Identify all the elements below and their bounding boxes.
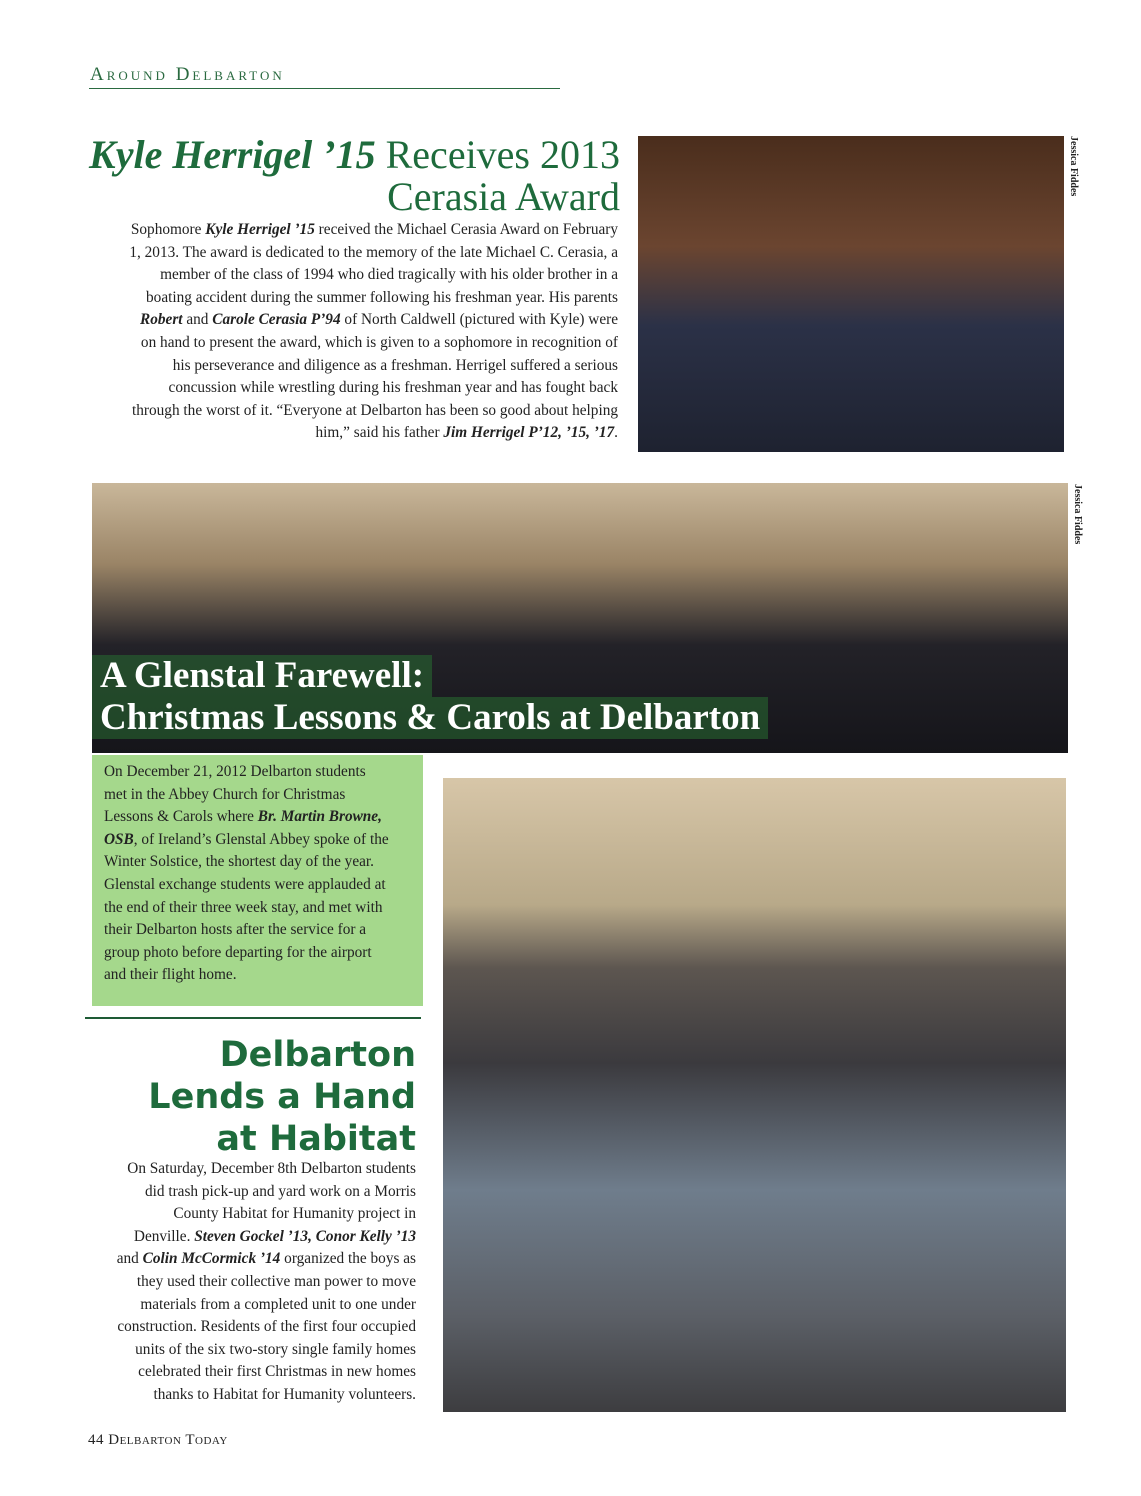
- text-line: [80, 1316, 416, 1339]
- text-segment: the end of their three week stay, and met with: [104, 898, 383, 916]
- article3-body: [80, 1158, 416, 1407]
- text-line: [80, 1339, 416, 1362]
- text-line: [80, 400, 618, 423]
- text-segment: concussion while wrestling during his freshman year and has fought back: [168, 379, 618, 397]
- article2-body: [104, 761, 389, 987]
- text-line: [80, 287, 618, 310]
- article2-title: [92, 655, 768, 739]
- text-segment: materials from a completed unit to one under: [140, 1295, 416, 1313]
- page-footer: [88, 1432, 228, 1449]
- title-line1: A Glenstal Farewell:: [92, 655, 432, 697]
- text-line: [104, 942, 389, 965]
- emphasis-name: OSB: [104, 830, 134, 848]
- emphasis-name: Robert: [140, 311, 183, 329]
- habitat-group-photo: [443, 778, 1066, 1412]
- text-segment: thanks to Habitat for Humanity volunteers.: [153, 1385, 416, 1403]
- text-line: [104, 806, 389, 829]
- emphasis-name: Colin McCormick ’14: [142, 1250, 281, 1268]
- text-line: [104, 829, 389, 852]
- text-segment: County Habitat for Humanity project in: [173, 1205, 416, 1223]
- text-segment: they used their collective man power to move: [136, 1272, 416, 1290]
- text-segment: and: [182, 311, 213, 329]
- text-line: [80, 1226, 416, 1249]
- text-line: [104, 851, 389, 874]
- text-segment: received the Michael Cerasia Award on February: [314, 221, 618, 238]
- text-segment: their Delbarton hosts after the service for a: [104, 921, 367, 939]
- title-line: Lends a Hand: [148, 1077, 416, 1117]
- article3-rule: [85, 1017, 421, 1019]
- text-segment: Glenstal exchange students were applauded at: [104, 875, 386, 893]
- section-header: Around Delbarton: [90, 64, 285, 85]
- title-line: at Habitat: [216, 1119, 416, 1159]
- text-segment: Denville.: [133, 1227, 195, 1245]
- text-line: [80, 309, 618, 332]
- text-line: [80, 1203, 416, 1226]
- title-line2: Cerasia Award: [387, 174, 620, 219]
- article3-title: [60, 1034, 416, 1160]
- emphasis-name: Steven Gockel ’13, Conor Kelly ’13: [194, 1227, 416, 1245]
- text-segment: met in the Abbey Church for Christmas: [104, 785, 346, 803]
- text-line: [104, 964, 389, 987]
- photo-credit: Jessica Fiddes: [1072, 484, 1083, 545]
- publication-name: Delbarton Today: [108, 1432, 228, 1448]
- text-segment: 1, 2013. The award is dedicated to the memory of the late Michael C. Cerasia, a: [129, 243, 618, 261]
- text-segment: and their flight home.: [104, 966, 237, 984]
- section-rule: [89, 88, 560, 89]
- text-segment: , of Ireland’s Glenstal Abbey spoke of the: [133, 830, 389, 848]
- text-line: [80, 1158, 416, 1181]
- text-segment: Lessons & Carols where: [104, 808, 258, 826]
- text-segment: him,” said his father: [315, 424, 444, 442]
- text-line: [104, 761, 389, 784]
- title-rest: Receives 2013: [375, 132, 620, 177]
- page-number: 44: [88, 1432, 104, 1448]
- text-line: [80, 1361, 416, 1384]
- award-photo: [638, 136, 1064, 452]
- article1-title: [20, 134, 620, 218]
- text-segment: did trash pick-up and yard work on a Morris: [144, 1182, 416, 1200]
- text-segment: .: [614, 424, 618, 442]
- text-segment: Sophomore: [130, 221, 206, 238]
- photo-credit: Jessica Fiddes: [1068, 136, 1079, 197]
- emphasis-name: Jim Herrigel P’12, ’15, ’17: [443, 424, 615, 442]
- text-segment: units of the six two-story single family homes: [135, 1340, 416, 1358]
- text-line: [80, 1248, 416, 1271]
- emphasis-name: Br. Martin Browne,: [257, 808, 382, 826]
- text-line: [104, 919, 389, 942]
- text-line: [104, 784, 389, 807]
- text-segment: through the worst of it. “Everyone at Delbarton has been so good about helping: [132, 401, 618, 419]
- text-segment: construction. Residents of the first four occupied: [117, 1318, 416, 1336]
- text-line: [80, 355, 618, 378]
- text-line: [80, 1294, 416, 1317]
- emphasis-name: Kyle Herrigel ’15: [205, 221, 315, 238]
- text-segment: group photo before departing for the airport: [104, 943, 372, 961]
- title-line: Delbarton: [219, 1035, 416, 1075]
- text-segment: boating accident during the summer following his freshman year. His parents: [146, 288, 618, 306]
- text-segment: Winter Solstice, the shortest day of the year.: [104, 853, 374, 871]
- title-name: Kyle Herrigel ’15: [89, 132, 376, 177]
- text-segment: member of the class of 1994 who died tragically with his older brother in a: [160, 266, 618, 284]
- emphasis-name: Carole Cerasia P’94: [212, 311, 341, 329]
- text-segment: organized the boys as: [280, 1250, 416, 1268]
- text-line: [80, 377, 618, 400]
- text-segment: On December 21, 2012 Delbarton students: [104, 763, 366, 780]
- text-line: [80, 332, 618, 355]
- text-line: [80, 1384, 416, 1407]
- text-line: [80, 422, 618, 445]
- text-line: [80, 242, 618, 265]
- title-line2: Christmas Lessons & Carols at Delbarton: [92, 697, 768, 739]
- text-segment: celebrated their first Christmas in new homes: [138, 1363, 416, 1381]
- text-line: [80, 1181, 416, 1204]
- text-line: [104, 897, 389, 920]
- text-segment: his perseverance and diligence as a freshman. Herrigel suffered a serious: [172, 356, 618, 374]
- text-segment: On Saturday, December 8th Delbarton students: [127, 1160, 416, 1177]
- text-segment: on hand to present the award, which is given to a sophomore in recognition of: [140, 333, 618, 351]
- text-segment: of North Caldwell (pictured with Kyle) were: [340, 311, 618, 329]
- text-line: [80, 264, 618, 287]
- text-line: [80, 1271, 416, 1294]
- article1-body: [80, 219, 618, 445]
- text-segment: and: [116, 1250, 143, 1268]
- text-line: [80, 219, 618, 242]
- text-line: [104, 874, 389, 897]
